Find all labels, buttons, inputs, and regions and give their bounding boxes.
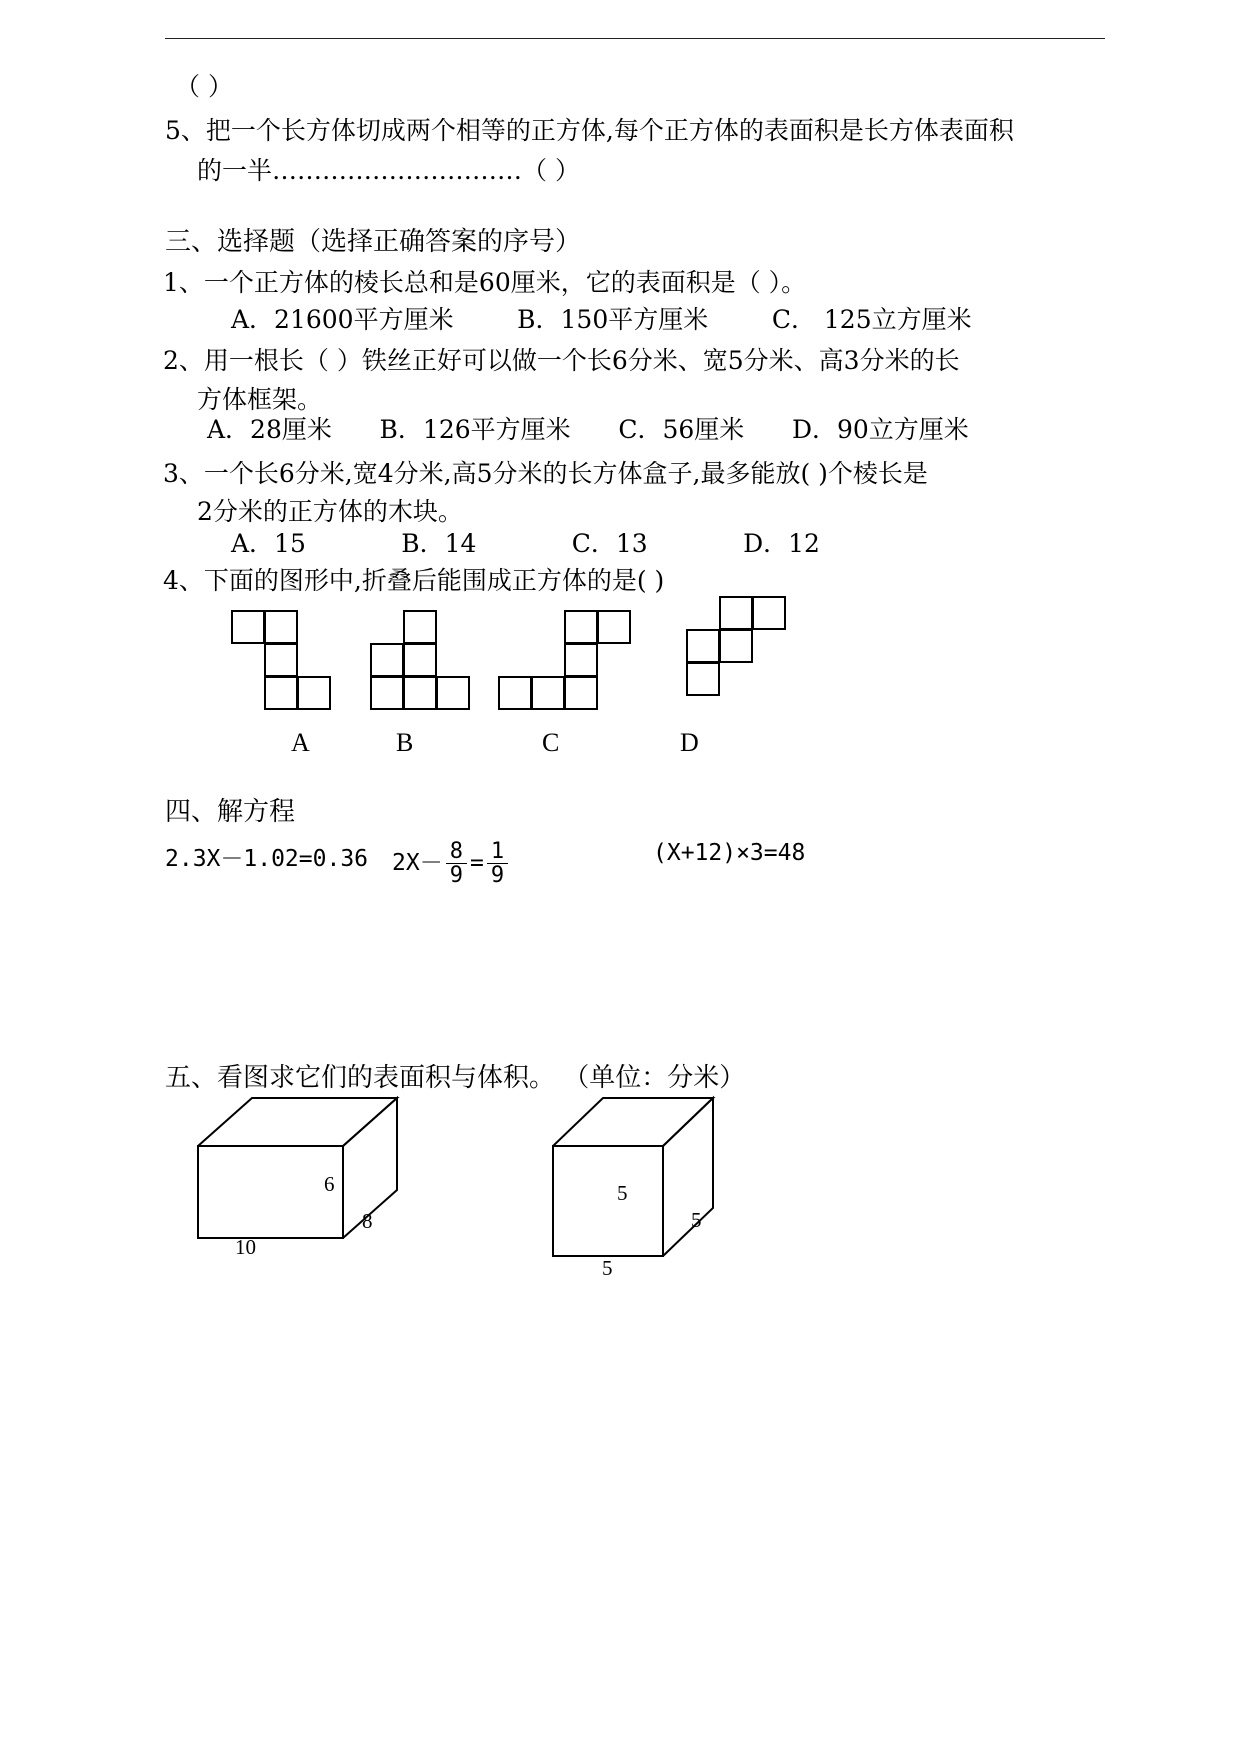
net-cell [564, 676, 598, 710]
cube-depth-label: 5 [617, 1181, 628, 1205]
equation-2-equals: = [469, 850, 484, 876]
net-label-c: C [542, 728, 560, 757]
net-label-b: B [396, 728, 414, 757]
fraction-denominator: 9 [446, 863, 467, 887]
mc-question-3-stem-line1: 3、一个长6分米,宽4分米,高5分米的长方体盒子,最多能放( )个棱长是 [163, 459, 928, 488]
equation-2-fraction-right [487, 840, 508, 887]
net-cell [597, 610, 631, 644]
net-label-a: A [291, 728, 310, 757]
net-cell [403, 643, 437, 677]
cuboid-figure [190, 1088, 420, 1258]
mc-question-3-stem-line2: 2分米的正方体的木块。 [197, 497, 463, 526]
cuboid-drawing [190, 1088, 420, 1258]
cube-right-face [663, 1098, 713, 1256]
cube-bottom-label: 5 [602, 1256, 613, 1280]
section-four-heading: 四、解方程 [165, 797, 296, 827]
net-cell [531, 676, 565, 710]
mc-question-4-stem: 4、下面的图形中,折叠后能围成正方体的是( ) [163, 566, 665, 595]
mc-question-1-options: A．21600平方厘米 B．150平方厘米 C． 125立方厘米 [231, 305, 972, 334]
net-cell [686, 629, 720, 663]
mc-question-2-stem-line1: 2、用一根长（ ）铁丝正好可以做一个长6分米、宽5分米、高3分米的长 [163, 346, 960, 375]
cube-net-figure-b [370, 610, 490, 720]
equation-2-fraction-left [446, 840, 467, 887]
equation-2 [392, 840, 511, 887]
net-cell [564, 643, 598, 677]
cube-right-label: 5 [691, 1208, 702, 1232]
net-cell [752, 596, 786, 630]
section-five-heading: 五、看图求它们的表面积与体积。 （单位：分米） [165, 1063, 746, 1093]
cube-net-figure-d [686, 596, 806, 726]
net-cell [264, 610, 298, 644]
net-cell [370, 643, 404, 677]
fraction-denominator: 9 [487, 863, 508, 887]
section-three-heading: 三、选择题（选择正确答案的序号） [165, 227, 582, 257]
net-cell [686, 662, 720, 696]
mc-question-2-stem-line2: 方体框架。 [197, 385, 323, 414]
cuboid-depth-label: 6 [324, 1172, 335, 1196]
equation-3: (X+12)×3=48 [653, 840, 806, 866]
equation-2-prefix: 2X－ [392, 850, 443, 876]
header-rule [165, 38, 1105, 39]
mc-question-3-options: A．15 B．14 C．13 D．12 [231, 529, 820, 558]
net-cell [403, 676, 437, 710]
equation-1: 2.3X－1.02=0.36 [165, 846, 369, 872]
net-cell [564, 610, 598, 644]
net-cell [719, 629, 753, 663]
net-cell [264, 643, 298, 677]
cuboid-right-label: 8 [362, 1209, 373, 1233]
net-cell [297, 676, 331, 710]
cuboid-top-face [198, 1098, 397, 1146]
cube-drawing [545, 1088, 745, 1268]
net-cell [403, 610, 437, 644]
net-cell [719, 596, 753, 630]
cube-net-figure-a [231, 610, 351, 720]
cuboid-bottom-label: 10 [235, 1235, 256, 1259]
net-cell [498, 676, 532, 710]
fraction-numerator: 1 [490, 839, 505, 864]
net-label-d: D [680, 728, 699, 757]
net-cell [370, 676, 404, 710]
tf-question-5-line1: 5、把一个长方体切成两个相等的正方体,每个正方体的表面积是长方体表面积 [165, 116, 1014, 145]
mc-question-1-stem: 1、一个正方体的棱长总和是60厘米，它的表面积是（ ）。 [163, 268, 807, 297]
cube-figure [545, 1088, 745, 1280]
net-cell [436, 676, 470, 710]
fraction-numerator: 8 [449, 839, 463, 864]
mc-question-2-options: A．28厘米 B．126平方厘米 C．56厘米 D．90立方厘米 [207, 415, 969, 444]
cube-front-face [553, 1146, 663, 1256]
net-cell [264, 676, 298, 710]
net-cell [231, 610, 265, 644]
stray-parentheses: （ ） [175, 72, 233, 101]
cuboid-front-face [198, 1146, 343, 1238]
tf-question-5-line2: 的一半…………………………（ ） [197, 156, 580, 185]
cube-net-figure-c [498, 610, 618, 720]
